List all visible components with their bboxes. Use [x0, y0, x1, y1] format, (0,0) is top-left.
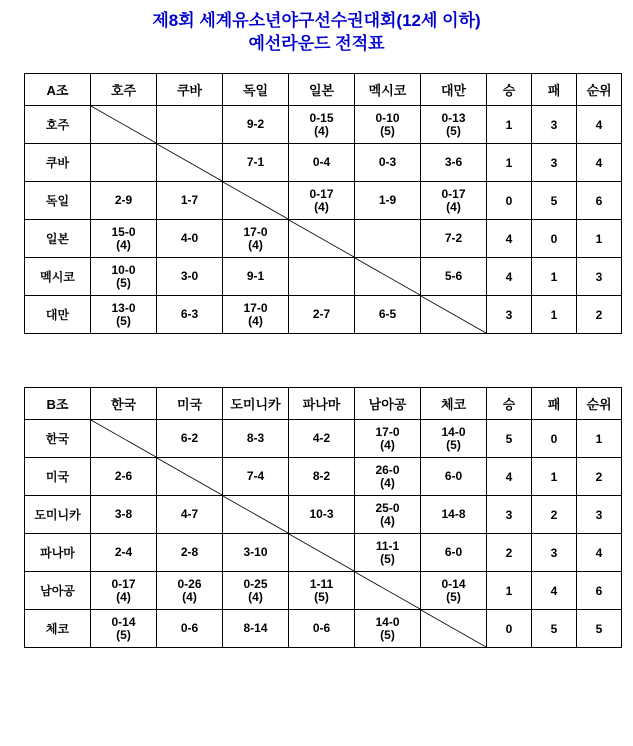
match-result-cell — [421, 496, 487, 534]
score-innings: (4) — [446, 199, 461, 214]
rank-cell: 4 — [577, 106, 622, 144]
table-row — [25, 182, 622, 220]
score-main: 8-3 — [246, 431, 265, 445]
self-match-cell — [91, 420, 157, 458]
score-main: 6-3 — [180, 307, 199, 321]
self-match-cell — [289, 220, 355, 258]
diagonal-strike — [421, 296, 486, 333]
document-title — [0, 0, 633, 55]
score-innings: (5) — [446, 589, 461, 604]
score-main: 0-4 — [312, 155, 331, 169]
match-result-cell — [91, 496, 157, 534]
wins-cell: 5 — [487, 420, 532, 458]
match-result-cell — [157, 610, 223, 648]
rank-cell: 4 — [577, 144, 622, 182]
losses-cell: 3 — [532, 534, 577, 572]
match-result-cell — [421, 534, 487, 572]
score-innings: (4) — [248, 237, 263, 252]
score-main: 7-4 — [246, 469, 265, 483]
match-result-cell — [157, 182, 223, 220]
match-result-cell — [355, 496, 421, 534]
match-result-cell — [289, 144, 355, 182]
row-team-label: 대만 — [25, 296, 91, 334]
score-innings: (5) — [380, 627, 395, 642]
losses-cell: 4 — [532, 572, 577, 610]
score-main: 10-3 — [309, 507, 334, 521]
score-main: 9-2 — [246, 117, 265, 131]
score-main: 7-2 — [444, 231, 463, 245]
table-row — [25, 458, 622, 496]
table-row — [25, 258, 622, 296]
rank-cell: 6 — [577, 182, 622, 220]
score-main: 6-2 — [180, 431, 199, 445]
score-main: 0-14 — [111, 614, 136, 629]
wins-cell: 1 — [487, 572, 532, 610]
table-row — [25, 610, 622, 648]
match-result-cell — [91, 572, 157, 610]
self-match-cell — [421, 296, 487, 334]
diagonal-strike — [421, 610, 486, 647]
score-main: 0-26 — [177, 576, 202, 591]
self-match-cell — [355, 258, 421, 296]
match-result-cell — [289, 420, 355, 458]
score-main: 0-25 — [243, 576, 268, 591]
match-result-cell — [223, 458, 289, 496]
score-innings: (4) — [380, 437, 395, 452]
diagonal-strike — [355, 258, 420, 295]
match-result-cell — [157, 572, 223, 610]
diagonal-strike — [91, 420, 156, 457]
score-main: 9-1 — [246, 269, 265, 283]
score-main: 5-6 — [444, 269, 463, 283]
rank-cell: 2 — [577, 296, 622, 334]
column-header: 멕시코 — [355, 74, 421, 106]
wins-cell: 0 — [487, 182, 532, 220]
column-header: 남아공 — [355, 388, 421, 420]
wins-cell: 3 — [487, 496, 532, 534]
self-match-cell — [289, 534, 355, 572]
wins-cell: 2 — [487, 534, 532, 572]
match-result-cell — [289, 496, 355, 534]
column-header: 승 — [487, 74, 532, 106]
column-header: 체코 — [421, 388, 487, 420]
losses-cell: 5 — [532, 610, 577, 648]
losses-cell: 5 — [532, 182, 577, 220]
column-header: 파나마 — [289, 388, 355, 420]
match-result-cell — [157, 496, 223, 534]
self-match-cell — [421, 610, 487, 648]
match-result-cell — [223, 296, 289, 334]
match-result-cell — [355, 458, 421, 496]
column-header: 패 — [532, 74, 577, 106]
match-result-cell — [223, 572, 289, 610]
score-main: 0-17 — [111, 576, 136, 591]
column-header: 대만 — [421, 74, 487, 106]
score-innings: (4) — [116, 589, 131, 604]
rank-cell: 1 — [577, 220, 622, 258]
score-main: 1-11 — [309, 576, 334, 591]
score-innings: (4) — [380, 513, 395, 528]
column-header: 순위 — [577, 74, 622, 106]
column-header: 순위 — [577, 388, 622, 420]
losses-cell: 3 — [532, 106, 577, 144]
score-innings: (4) — [182, 589, 197, 604]
match-result-cell — [421, 420, 487, 458]
match-result-cell — [91, 534, 157, 572]
score-main: 15-0 — [111, 224, 136, 239]
match-result-cell — [223, 420, 289, 458]
match-result-cell — [355, 182, 421, 220]
score-main: 6-0 — [444, 545, 463, 559]
match-result-cell — [421, 258, 487, 296]
match-result-cell — [91, 182, 157, 220]
score-main: 7-1 — [246, 155, 265, 169]
group-a-header-row — [25, 74, 622, 106]
score-main: 3-0 — [180, 269, 199, 283]
match-result-cell — [289, 296, 355, 334]
wins-cell: 4 — [487, 458, 532, 496]
match-result-cell — [421, 458, 487, 496]
diagonal-strike — [289, 220, 354, 257]
row-team-label: 남아공 — [25, 572, 91, 610]
group-a-standings-table — [24, 73, 622, 334]
column-header: 미국 — [157, 388, 223, 420]
losses-cell: 2 — [532, 496, 577, 534]
match-result-cell — [157, 220, 223, 258]
match-result-cell — [421, 106, 487, 144]
score-innings: (4) — [116, 237, 131, 252]
score-main: 2-8 — [180, 545, 199, 559]
wins-cell: 0 — [487, 610, 532, 648]
row-team-label: 미국 — [25, 458, 91, 496]
match-result-cell — [355, 420, 421, 458]
diagonal-strike — [157, 458, 222, 495]
match-result-cell — [91, 610, 157, 648]
match-result-cell — [355, 144, 421, 182]
self-match-cell — [157, 144, 223, 182]
diagonal-strike — [223, 496, 288, 533]
column-header: 호주 — [91, 74, 157, 106]
score-innings: (4) — [380, 475, 395, 490]
title-line-1: 제8회 세계유소년야구선수권대회(12세 이하) — [152, 11, 481, 30]
row-team-label: 독일 — [25, 182, 91, 220]
match-result-cell — [355, 296, 421, 334]
match-result-cell — [289, 572, 355, 610]
match-result-cell — [355, 610, 421, 648]
score-innings: (4) — [248, 589, 263, 604]
score-main: 0-10 — [375, 110, 400, 125]
rank-cell: 3 — [577, 258, 622, 296]
row-team-label: 파나마 — [25, 534, 91, 572]
column-header: 쿠바 — [157, 74, 223, 106]
match-result-cell — [289, 106, 355, 144]
row-team-label: 체코 — [25, 610, 91, 648]
score-innings: (5) — [446, 437, 461, 452]
diagonal-strike — [289, 534, 354, 571]
match-result-cell — [157, 534, 223, 572]
match-result-cell — [289, 610, 355, 648]
rank-cell: 3 — [577, 496, 622, 534]
table-row — [25, 534, 622, 572]
losses-cell: 0 — [532, 220, 577, 258]
match-result-cell — [223, 144, 289, 182]
losses-cell: 1 — [532, 258, 577, 296]
table-row — [25, 572, 622, 610]
wins-cell: 4 — [487, 258, 532, 296]
score-main: 2-9 — [114, 193, 133, 207]
match-result-cell — [157, 420, 223, 458]
score-main: 0-14 — [441, 576, 466, 591]
row-team-label: 호주 — [25, 106, 91, 144]
score-innings: (5) — [116, 313, 131, 328]
column-header: 일본 — [289, 74, 355, 106]
table-row — [25, 106, 622, 144]
group-b-header-row — [25, 388, 622, 420]
score-main: 14-0 — [441, 424, 466, 439]
match-result-cell — [91, 220, 157, 258]
match-result-cell — [421, 182, 487, 220]
row-team-label: 쿠바 — [25, 144, 91, 182]
losses-cell: 0 — [532, 420, 577, 458]
score-innings: (5) — [380, 123, 395, 138]
match-result-cell — [223, 534, 289, 572]
losses-cell: 1 — [532, 296, 577, 334]
score-main: 0-15 — [309, 110, 334, 125]
match-result-cell — [421, 220, 487, 258]
score-main: 11-1 — [375, 538, 400, 553]
score-innings: (5) — [446, 123, 461, 138]
group-label-header: A조 — [25, 74, 91, 106]
row-team-label: 한국 — [25, 420, 91, 458]
diagonal-strike — [355, 572, 420, 609]
score-main: 8-14 — [243, 621, 268, 635]
column-header: 한국 — [91, 388, 157, 420]
self-match-cell — [91, 106, 157, 144]
score-innings: (5) — [116, 275, 131, 290]
match-result-cell — [289, 458, 355, 496]
score-main: 0-6 — [312, 621, 331, 635]
score-main: 14-0 — [375, 614, 400, 629]
match-result-cell — [223, 106, 289, 144]
diagonal-strike — [157, 144, 222, 181]
group-b-body — [25, 420, 622, 648]
column-header: 패 — [532, 388, 577, 420]
score-main: 0-3 — [378, 155, 397, 169]
score-main: 6-0 — [444, 469, 463, 483]
score-main: 0-13 — [441, 110, 466, 125]
score-innings: (4) — [314, 199, 329, 214]
table-row — [25, 420, 622, 458]
rank-cell: 4 — [577, 534, 622, 572]
match-result-cell — [355, 106, 421, 144]
table-row — [25, 296, 622, 334]
title-line-2: 예선라운드 전적표 — [248, 34, 385, 53]
diagonal-strike — [223, 182, 288, 219]
group-a-table-wrap — [24, 73, 612, 334]
score-main: 17-0 — [243, 300, 268, 315]
table-row — [25, 220, 622, 258]
score-innings: (4) — [314, 123, 329, 138]
score-main: 10-0 — [111, 262, 136, 277]
score-main: 3-6 — [444, 155, 463, 169]
score-main: 1-7 — [180, 193, 199, 207]
score-main: 3-8 — [114, 507, 133, 521]
match-result-cell — [223, 220, 289, 258]
match-result-cell — [91, 258, 157, 296]
wins-cell: 3 — [487, 296, 532, 334]
match-result-cell — [289, 182, 355, 220]
table-row — [25, 144, 622, 182]
group-a-body — [25, 106, 622, 334]
score-main: 25-0 — [375, 500, 400, 515]
score-main: 0-17 — [309, 186, 334, 201]
wins-cell: 4 — [487, 220, 532, 258]
row-team-label: 멕시코 — [25, 258, 91, 296]
wins-cell: 1 — [487, 144, 532, 182]
group-label-header: B조 — [25, 388, 91, 420]
rank-cell: 2 — [577, 458, 622, 496]
match-result-cell — [355, 534, 421, 572]
row-team-label: 도미니카 — [25, 496, 91, 534]
column-header: 승 — [487, 388, 532, 420]
score-main: 13-0 — [111, 300, 136, 315]
self-match-cell — [223, 496, 289, 534]
score-main: 2-4 — [114, 545, 133, 559]
row-team-label: 일본 — [25, 220, 91, 258]
match-result-cell — [91, 458, 157, 496]
losses-cell: 1 — [532, 458, 577, 496]
score-main: 8-2 — [312, 469, 331, 483]
match-result-cell — [421, 572, 487, 610]
rank-cell: 6 — [577, 572, 622, 610]
score-main: 0-17 — [441, 186, 466, 201]
self-match-cell — [355, 572, 421, 610]
score-main: 17-0 — [243, 224, 268, 239]
group-b-table-wrap — [24, 387, 612, 648]
table-row — [25, 496, 622, 534]
rank-cell: 1 — [577, 420, 622, 458]
score-innings: (5) — [380, 551, 395, 566]
column-header: 도미니카 — [223, 388, 289, 420]
score-main: 4-2 — [312, 431, 331, 445]
match-result-cell — [91, 144, 157, 182]
match-result-cell — [355, 220, 421, 258]
match-result-cell — [421, 144, 487, 182]
score-innings: (5) — [116, 627, 131, 642]
match-result-cell — [289, 258, 355, 296]
losses-cell: 3 — [532, 144, 577, 182]
score-main: 4-7 — [180, 507, 199, 521]
column-header: 독일 — [223, 74, 289, 106]
match-result-cell — [157, 106, 223, 144]
match-result-cell — [223, 258, 289, 296]
match-result-cell — [223, 610, 289, 648]
score-main: 6-5 — [378, 307, 397, 321]
wins-cell: 1 — [487, 106, 532, 144]
rank-cell: 5 — [577, 610, 622, 648]
score-main: 26-0 — [375, 462, 400, 477]
score-main: 1-9 — [378, 193, 397, 207]
self-match-cell — [157, 458, 223, 496]
match-result-cell — [157, 296, 223, 334]
self-match-cell — [223, 182, 289, 220]
score-innings: (4) — [248, 313, 263, 328]
score-main: 0-6 — [180, 621, 199, 635]
score-main: 2-7 — [312, 307, 331, 321]
score-main: 3-10 — [243, 545, 268, 559]
score-innings: (5) — [314, 589, 329, 604]
group-b-standings-table — [24, 387, 622, 648]
score-main: 14-8 — [441, 507, 466, 521]
match-result-cell — [157, 258, 223, 296]
score-main: 4-0 — [180, 231, 199, 245]
score-main: 2-6 — [114, 469, 133, 483]
score-main: 17-0 — [375, 424, 400, 439]
match-result-cell — [91, 296, 157, 334]
diagonal-strike — [91, 106, 156, 143]
